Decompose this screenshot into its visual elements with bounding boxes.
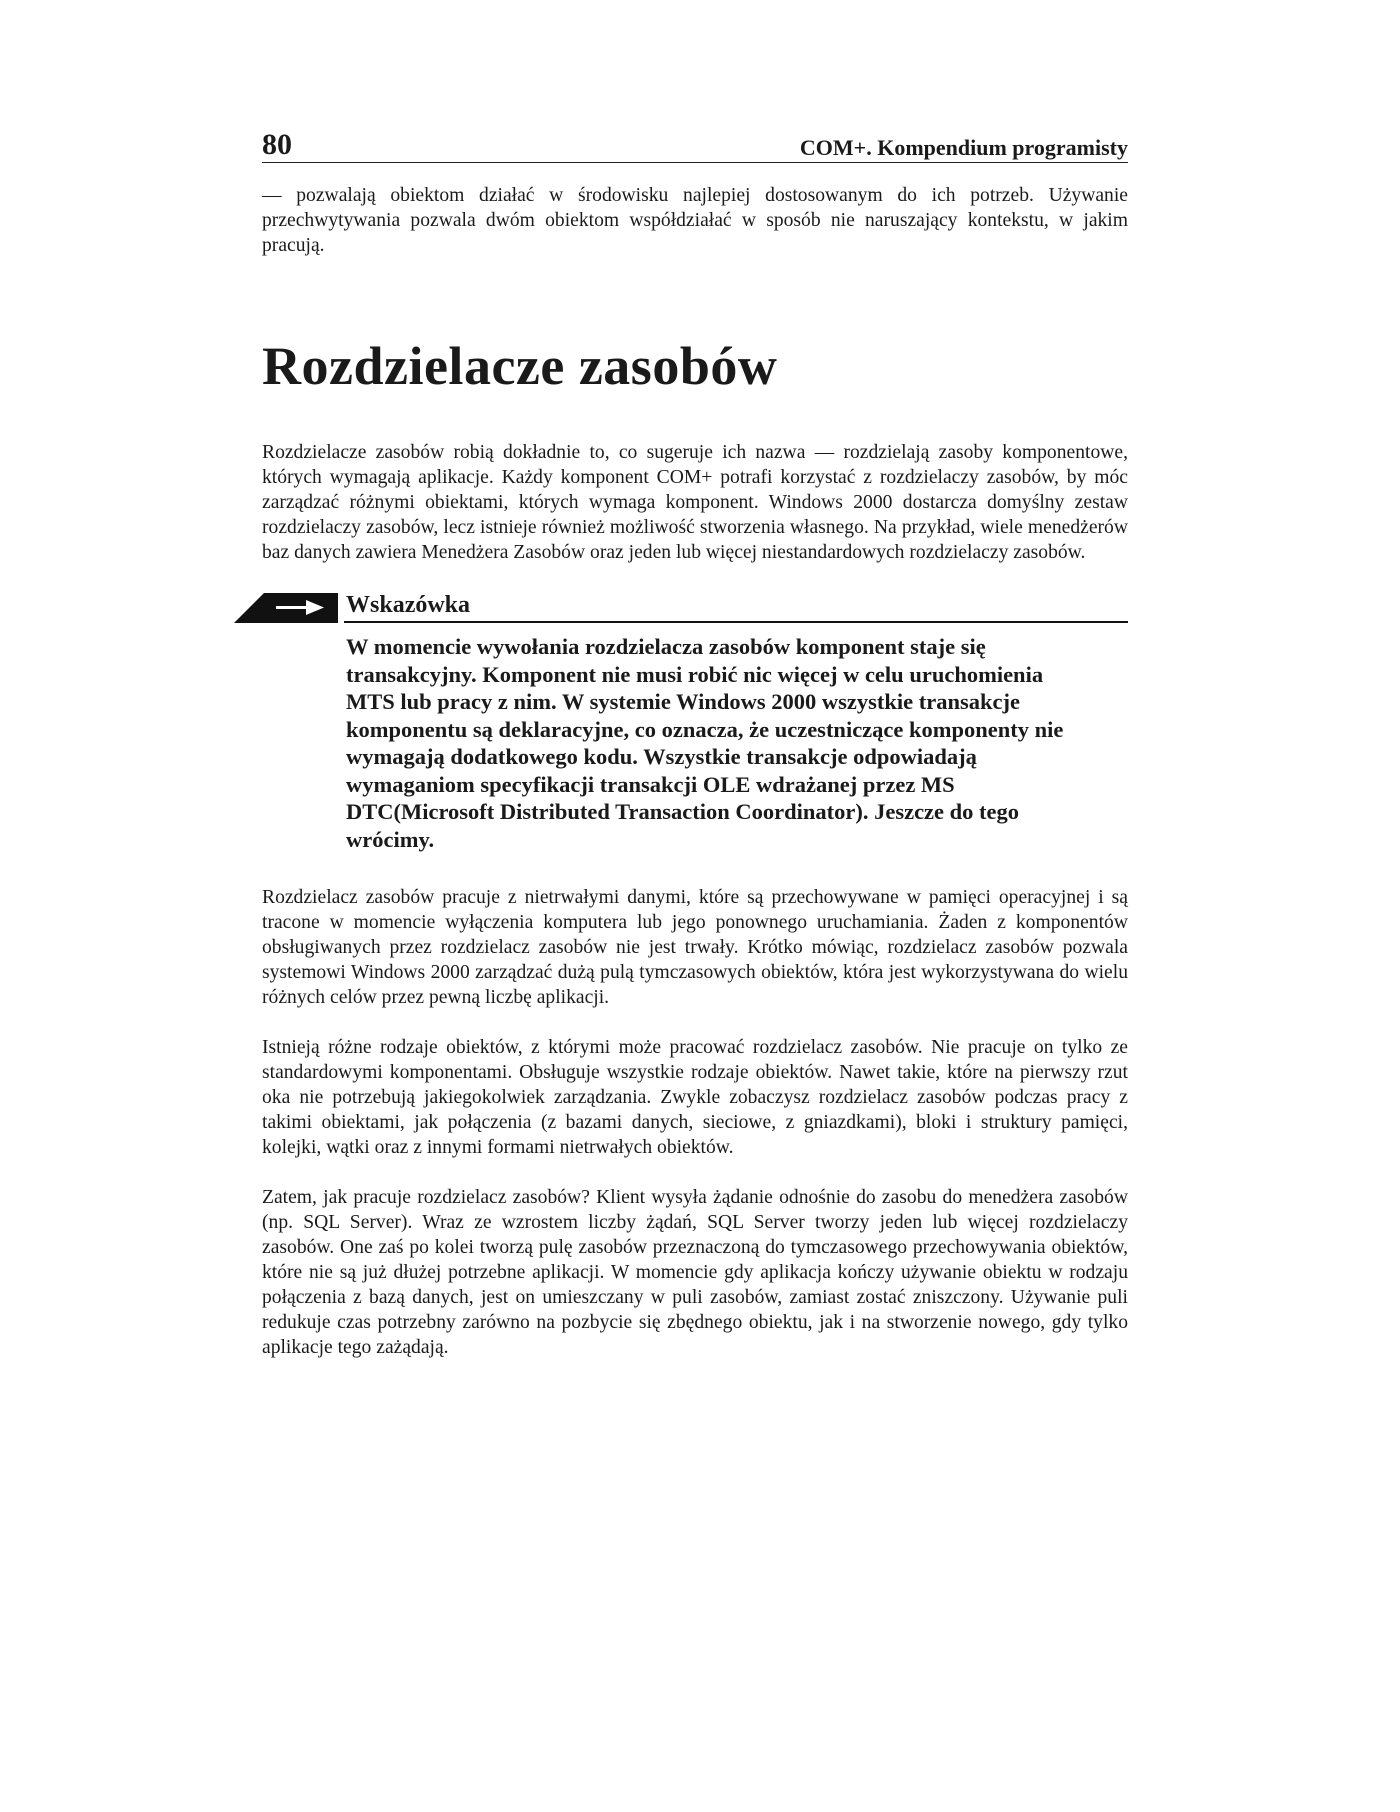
paragraph-3: Istnieją różne rodzaje obiektów, z którymi może pracować rozdzielacz zasobów. Nie pracuje on tylko ze standardowymi komponentami. Obsługuje wszystkie rodzaje obiektów. Nawet takie, które na pierwszy rzut oka nie potrzebują jakiegokolwiek zarządzania. Zwykle zobaczysz rozdzielacz zasobów podczas pracy z takimi obiektami, jak połączenia (z bazami danych, sieciowe, z gniazdkami), bloki i struktury pamięci, kolejki, wątki oraz z innymi formami nietrwałych obiektów.: [262, 1037, 1128, 1158]
paragraph-2: Rozdzielacz zasobów pracuje z nietrwałymi danymi, które są przechowywane w pamięci operacyjnej i są tracone w momencie wyłączenia komputera lub jego ponownego uruchamiania. Żaden z komponentów obsługiwanych przez rozdzielacz zasobów nie jest trwały. Krótko mówiąc, rozdzielacz zasobów pozwala systemowi Windows 2000 zarządzać dużą pulą tymczasowych obiektów, która jest wykorzystywana do wielu różnych celów przez pewną liczbę aplikacji.: [262, 887, 1128, 1008]
section-title: Rozdzielacze zasobów: [262, 336, 778, 396]
book-page: [262, 126, 1128, 1360]
tip-box: [262, 589, 1128, 877]
tip-text: W momencie wywołania rozdzielacza zasobów komponent staje się transakcyjny. Komponent nie musi robić nic więcej w celu uruchomienia MTS lub pracy z nim. W systemie Windows 2000 wszystkie transakcje komponentu są deklaracyjne, co oznacza, że uczestniczące komponenty nie wymagają dodatkowego kodu. Wszystkie transakcje odpowiadają wymaganiom specyfikacji transakcji OLE wdrażanej przez MS DTC(Microsoft Distributed Transaction Coordinator). Jeszcze do tego wrócimy.: [346, 634, 1064, 852]
tip-divider: [344, 621, 1128, 623]
paragraph-4: Zatem, jak pracuje rozdzielacz zasobów? Klient wysyła żądanie odnośnie do zasobu do menedżera zasobów (np. SQL Server). Wraz ze wzrostem liczby żądań, SQL Server tworzy jeden lub więcej rozdzielaczy zasobów. One zaś po kolei tworzą pulę zasobów przeznaczoną do tymczasowego przechowywania obiektów, które nie są już dłużej potrzebne aplikacji. W momencie gdy aplikacja kończy używanie obiektu w rodzaju połączenia z bazą danych, jest on umieszczany w puli zasobów, zamiast zostać zniszczony. Używanie puli redukuje czas potrzebny zarówno na pozbycie się zbędnego obiektu, jak i na stworzenie nowego, gdy tylko aplikacje tego zażądają.: [262, 1187, 1128, 1358]
arrow-right-icon: [234, 589, 338, 623]
page-number: 80: [262, 128, 292, 161]
page-header: [262, 126, 1128, 163]
paragraph-1: Rozdzielacze zasobów robią dokładnie to, co sugeruje ich nazwa — rozdzielają zasoby komponentowe, których wymagają aplikacje. Każdy komponent COM+ potrafi korzystać z rozdzielaczy zasobów, by móc zarządzać różnymi obiektami, których wymaga komponent. Windows 2000 dostarcza domyślny zestaw rozdzielaczy zasobów, lecz istnieje również możliwość stworzenia własnego. Na przykład, wiele menedżerów baz danych zawiera Menedżera Zasobów oraz jeden lub więcej niestandardowych rozdzielaczy zasobów.: [262, 442, 1128, 563]
running-title: COM+. Kompendium programisty: [799, 135, 1128, 160]
tip-label: Wskazówka: [346, 592, 471, 618]
intro-paragraph: — pozwalają obiektom działać w środowisku najlepiej dostosowanym do ich potrzeb. Używanie przechwytywania pozwala dwóm obiektom współdziałać w sposób nie naruszający kontekstu, w jakim pracują.: [262, 185, 1128, 256]
